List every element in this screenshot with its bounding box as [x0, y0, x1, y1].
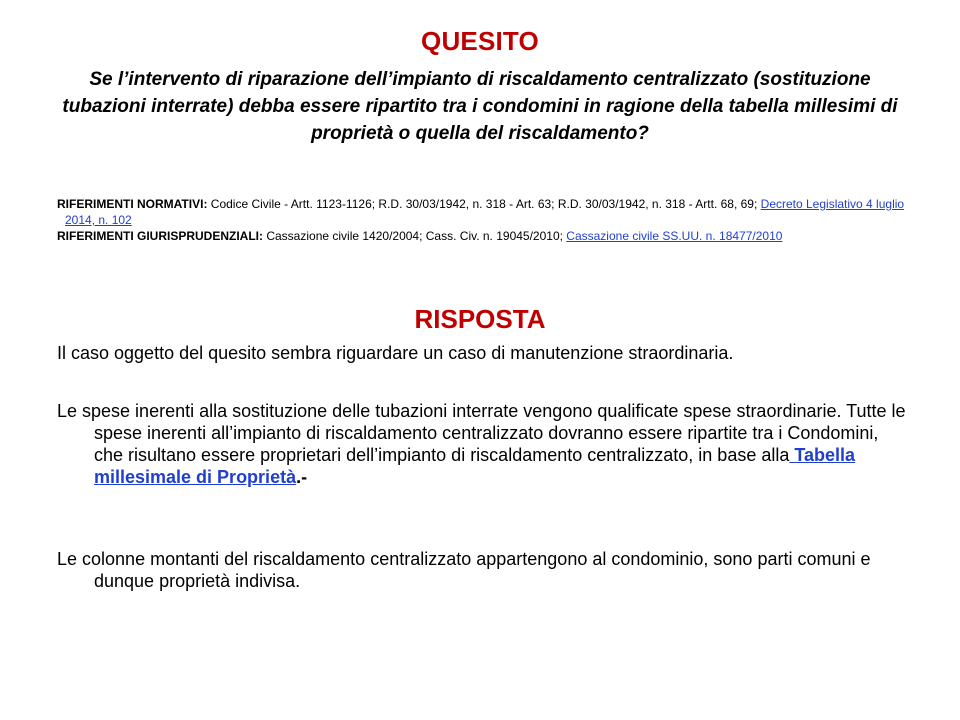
- answer-paragraph-1: [57, 342, 907, 364]
- answer-paragraph-2-body: Le spese inerenti alla sostituzione delle tubazioni interrate vengono qualificate spese straordinarie. Tutte le spese inerenti all’impianto di riscaldamento centralizzato dovranno essere ripartite tra i Condomini, che risultano essere proprietari dell’impianto di riscaldamento centralizzato, in base alla: [57, 401, 906, 465]
- riferimenti-giurisprudenziali-text: Cassazione civile 1420/2004; Cass. Civ. n. 19045/2010;: [263, 229, 567, 243]
- answer-paragraph-2-text: [57, 400, 907, 488]
- riferimenti-normativi: [57, 196, 917, 228]
- question-text: Se l’intervento di riparazione dell’impianto di riscaldamento centralizzato (sostituzione tubazioni interrate) debba essere ripartito tra i condomini in ragione della tabella millesimi di proprietà o quella del riscaldamento?: [62, 69, 898, 144]
- answer-paragraph-1-text: Il caso oggetto del quesito sembra riguardare un caso di manutenzione straordinaria.: [57, 343, 734, 363]
- quesito-title: QUESITO: [421, 26, 539, 56]
- decreto-legislativo-link[interactable]: Decreto Legislativo 4 luglio 2014, n. 102: [65, 197, 905, 227]
- answer-paragraph-2-end: .-: [296, 467, 308, 487]
- answer-paragraph-2: [57, 400, 907, 488]
- references: [57, 196, 917, 244]
- answer-paragraph-3: [57, 548, 907, 592]
- riferimenti-normativi-label: RIFERIMENTI NORMATIVI:: [57, 197, 208, 211]
- tabella-millesimale-link[interactable]: Tabella millesimale di Proprietà: [94, 445, 856, 487]
- answer-paragraph-3-text: Le colonne montanti del riscaldamento centralizzato appartengono al condominio, sono parti comuni e dunque proprietà indivisa.: [57, 549, 871, 591]
- riferimenti-normativi-text: Codice Civile - Artt. 1123-1126; R.D. 30/03/1942, n. 318 - Art. 63; R.D. 30/03/1942, n. 318 - Artt. 68, 69;: [207, 197, 761, 211]
- riferimenti-giurisprudenziali: [57, 228, 917, 244]
- riferimenti-giurisprudenziali-label: RIFERIMENTI GIURISPRUDENZIALI:: [57, 229, 263, 243]
- cassazione-ssuu-link[interactable]: Cassazione civile SS.UU. n. 18477/2010: [566, 229, 783, 243]
- risposta-title: RISPOSTA: [414, 304, 546, 334]
